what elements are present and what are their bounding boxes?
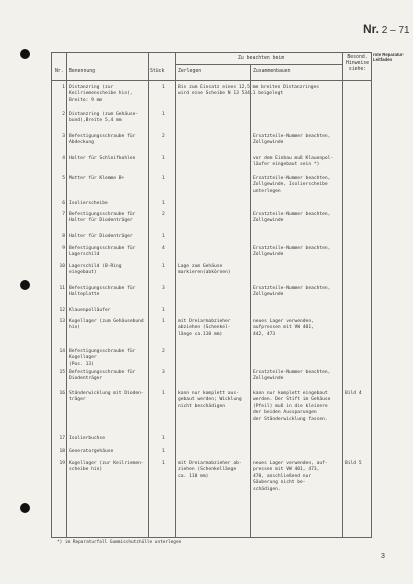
- assembly-note: neues Lager verwenden, aufpressen mit VW 401, 442, 473: [253, 319, 314, 337]
- footnote: *) im Reparaturfall Gummischutzhülle unterlegen: [57, 540, 182, 545]
- row-number: 6: [62, 201, 65, 206]
- side-note: rote Reparatur-Leitfaden: [373, 52, 405, 63]
- part-name: Befestigungsschraube für Kugellager (Pos. 13): [69, 349, 136, 367]
- disassembly-note: Bis zum Einsatz eines 12,5 mm breiten Distanzringes wird eine Scheibe N 13 534.1 beigelegt: [178, 85, 320, 97]
- assembly-note: neues Lager verwenden, auf- pressen mit VW 401, 473, 470, anschließend nur Säuberung nicht be- schädigen.: [253, 461, 328, 492]
- row-number: 5: [62, 176, 65, 181]
- col-zusammenbauen: Zusammenbauen: [253, 69, 291, 74]
- quantity: 1: [162, 461, 165, 466]
- col-benennung: Benennung: [69, 69, 95, 74]
- disassembly-note: mit Dreiarmabzieher ab- ziehen (Schenkellänge ca. 110 mm): [178, 461, 242, 479]
- nr-prefix: Nr.: [363, 22, 380, 36]
- row-number: 7: [62, 212, 65, 217]
- quantity: 1: [162, 391, 165, 396]
- reference-note: Bild 4: [345, 391, 362, 396]
- assembly-note: Ersatzteile-Nummer beachten, Zollgewinde: [253, 134, 331, 146]
- part-name: Kugellager (zum Gehäusebund hin): [69, 319, 144, 331]
- quantity: 1: [162, 85, 165, 90]
- quantity: 3: [162, 286, 165, 291]
- quantity: 2: [162, 212, 165, 217]
- nr-value: 2 – 71: [381, 25, 410, 36]
- row-number: 11: [59, 286, 65, 291]
- part-name: Isolierbuchse: [69, 436, 105, 441]
- row-number: 14: [59, 349, 65, 354]
- part-name: Ständerwicklung mit Dioden- träger: [69, 391, 144, 403]
- quantity: 2: [162, 349, 165, 354]
- quantity: 1: [162, 176, 165, 181]
- disassembly-note: mit Dreiarmabzieher abziehen (Schenkel- länge ca.110 mm): [178, 319, 231, 337]
- col-stueck: Stück: [150, 69, 165, 74]
- assembly-note: Ersatzteile-Nummer beachten, Zollgewinde, Isolierscheibe unterlegen: [253, 176, 331, 194]
- row-number: 13: [59, 319, 65, 324]
- row-number: 15: [59, 370, 65, 375]
- quantity: 4: [162, 246, 165, 251]
- quantity: 1: [162, 319, 165, 324]
- reference-note: Bild 5: [345, 461, 362, 466]
- binder-hole: [20, 49, 30, 59]
- document-number: [363, 22, 410, 36]
- assembly-note: Ersatzteile-Nummer beachten, Zollgewinde: [253, 246, 331, 258]
- assembly-note: Ersatzteile-Nummer beachten, Zollgewinde: [253, 212, 331, 224]
- quantity: 1: [162, 436, 165, 441]
- quantity: 1: [162, 264, 165, 269]
- part-name: Generatorgehäuse: [69, 449, 114, 454]
- row-number: 9: [62, 246, 65, 251]
- col-beachten: Zu beachten beim: [238, 56, 285, 61]
- part-name: Befestigungsschraube für Abdeckung: [69, 134, 136, 146]
- part-name: Halter für Diodenträger: [69, 234, 133, 239]
- quantity: 1: [162, 449, 165, 454]
- disassembly-note: Lage zum Gehäuse markieren(abkörnen): [178, 264, 231, 276]
- part-name: Kugellager (zur Keilriemen- scheibe hin): [69, 461, 144, 473]
- row-number: 19: [59, 461, 65, 466]
- col-nr: Nr.: [55, 69, 64, 74]
- page-number: 3: [381, 553, 385, 560]
- part-name: Klauenpolläufer: [69, 308, 111, 313]
- row-number: 18: [59, 449, 65, 454]
- part-name: Befestigungsschraube für Halter für Diodenträger: [69, 212, 136, 224]
- row-number: 16: [59, 391, 65, 396]
- quantity: 1: [162, 234, 165, 239]
- binder-hole: [20, 280, 30, 290]
- part-name: Befestigungsschraube für Halteplatte: [69, 286, 136, 298]
- row-number: 12: [59, 308, 65, 313]
- quantity: 1: [162, 112, 165, 117]
- quantity: 1: [162, 308, 165, 313]
- row-number: 2: [62, 112, 65, 117]
- assembly-note: vor dem Einbau muß Klauenpol- läufer eingebaut sein *): [253, 156, 334, 168]
- part-name: Distanzring (zur Keilriemenscheibe hin), Breite: 9 mm: [69, 85, 133, 103]
- part-name: Halter für Schleifkohlen: [69, 156, 136, 161]
- part-name: Distanzring (zum Gehäuse- bund),Breite 5,4 mm: [69, 112, 139, 124]
- disassembly-note: kann nur komplett aus- gebaut werden; Wicklung nicht beschädigen: [178, 391, 242, 409]
- assembly-note: Ersatzteile-Nummer beachten, Zollgewinde: [253, 370, 331, 382]
- part-name: Mutter für Klemme B+: [69, 176, 125, 181]
- part-name: Befestigungsschraube für Diodenträger: [69, 370, 136, 382]
- col-zerlegen: Zerlegen: [178, 69, 202, 74]
- quantity: 1: [162, 156, 165, 161]
- row-number: 3: [62, 134, 65, 139]
- part-name: Lagerschild (B-Ring eingebaut): [69, 264, 125, 276]
- row-number: 1: [62, 85, 65, 90]
- quantity: 3: [162, 370, 165, 375]
- row-number: 4: [62, 156, 65, 161]
- row-number: 8: [62, 234, 65, 239]
- assembly-note: kann nur komplett eingebaut werden. Der Stift im Gehäuse (Pfeil) muß in die kleinere der beiden Aussparungen der Ständerwicklung fassen.: [253, 391, 331, 422]
- row-number: 10: [59, 264, 65, 269]
- quantity: 1: [162, 201, 165, 206]
- row-number: 17: [59, 436, 65, 441]
- binder-hole: [20, 503, 30, 513]
- col-hinweise: Besond. Hinweise siehe:: [345, 55, 370, 72]
- part-name: Isolierscheibe: [69, 201, 108, 206]
- quantity: 2: [162, 134, 165, 139]
- assembly-note: Ersatzteile-Nummer beachten, Zollgewinde: [253, 286, 331, 298]
- part-name: Befestigungsschraube für Lagerschild: [69, 246, 136, 258]
